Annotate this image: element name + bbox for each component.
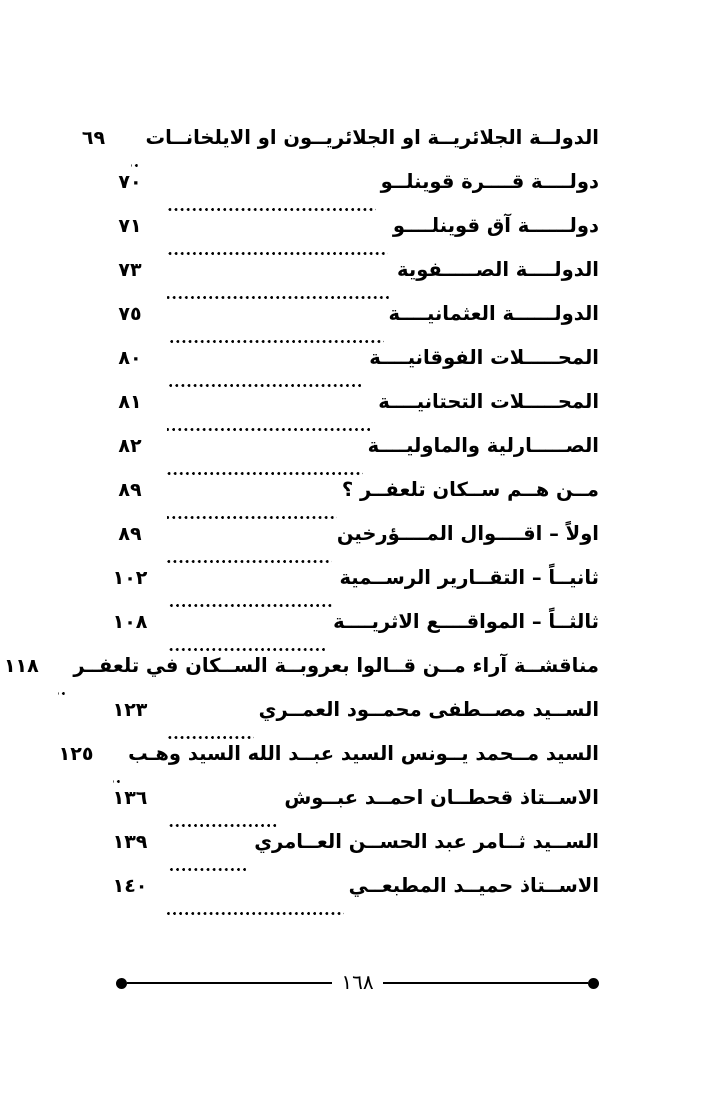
- toc-entry-row[interactable]: [100, 348, 600, 392]
- toc-entry-page-number: ١٣٩: [113, 831, 149, 853]
- table-of-contents: [4, 126, 600, 920]
- page-footer: [117, 968, 600, 998]
- toc-entry-title: الدولــــــة العثمانيــــة: [389, 302, 600, 325]
- toc-entry-row[interactable]: [100, 304, 600, 348]
- toc-entry-row[interactable]: [100, 788, 600, 832]
- toc-entry-page-number: ٧٣: [119, 259, 143, 281]
- toc-entry-title: الصـــــارلية والماوليــــة: [368, 434, 600, 457]
- toc-entry-page-number: ٧٠: [119, 171, 143, 193]
- toc-entry-title: ثالثــاً – المواقــــع الاثريــــة: [334, 610, 600, 633]
- toc-entry-page-number: ٨٠: [119, 347, 143, 369]
- toc-entry-row[interactable]: [100, 876, 600, 920]
- toc-entry-page-number: ١٠٢: [113, 567, 149, 589]
- toc-entry-page-number: ١٣٦: [113, 787, 149, 809]
- toc-entry-title: المحـــــلات التحتانيــــة: [379, 390, 600, 413]
- toc-entry-title: ثانيــاً – التقــارير الرســمية: [340, 566, 600, 589]
- toc-dot-leader: [114, 772, 124, 788]
- toc-dot-leader: [168, 552, 333, 568]
- toc-entry-title: المحـــــلات الفوقانيــــة: [370, 346, 600, 369]
- toc-entry-title: الســيد ثــامر عبد الحســن العــامري: [255, 830, 600, 853]
- toc-entry-title: اولاً – اقــــوال المــــؤرخين: [337, 522, 600, 545]
- toc-dot-leader: [168, 200, 377, 216]
- toc-entry-row[interactable]: [100, 436, 600, 480]
- toc-dot-leader: [168, 640, 329, 656]
- toc-dot-leader: [132, 156, 142, 172]
- toc-entry-title: السيد مــحمد يــونس السيد عبــد الله السيد وهـب: [129, 742, 600, 765]
- toc-dot-leader: [168, 860, 250, 876]
- toc-entry-row[interactable]: [82, 126, 600, 172]
- toc-entry-row[interactable]: [4, 654, 600, 700]
- footer-rule-right-segment: [128, 982, 333, 984]
- toc-entry-title: الدولــــة الصـــــفوية: [398, 258, 600, 281]
- toc-dot-leader: [168, 332, 385, 348]
- toc-entry-title: الاســتاذ قحطــان احمــد عبــوش: [285, 786, 600, 809]
- toc-entry-title: دولــــة قــــرة قوينلــو: [381, 170, 600, 193]
- toc-entry-row[interactable]: [100, 832, 600, 876]
- toc-dot-leader: [168, 288, 393, 304]
- toc-entry-page-number: ٦٩: [82, 127, 107, 149]
- toc-entry-row[interactable]: [100, 260, 600, 304]
- toc-entry-page-number: ٨٢: [119, 435, 143, 457]
- toc-entry-title: الدولــة الجلائريــة او الجلائريــون او الايلخانــات: [146, 126, 600, 149]
- toc-entry-row[interactable]: [100, 568, 600, 612]
- footer-page-number: ١٦٨: [342, 970, 375, 994]
- toc-entry-page-number: ٨١: [119, 391, 143, 413]
- toc-dot-leader: [168, 596, 335, 612]
- toc-entry-row[interactable]: [100, 480, 600, 524]
- footer-rule-left-segment: [384, 982, 589, 984]
- toc-dot-leader: [168, 244, 389, 260]
- toc-entry-page-number: ٨٩: [119, 479, 143, 501]
- toc-dot-leader: [168, 420, 374, 436]
- toc-dot-leader: [168, 816, 280, 832]
- toc-dot-leader: [168, 508, 338, 524]
- toc-entry-row[interactable]: [100, 612, 600, 656]
- toc-entry-page-number: ٧١: [119, 215, 143, 237]
- toc-dot-leader: [168, 464, 364, 480]
- toc-entry-page-number: ٨٩: [119, 523, 143, 545]
- toc-entry-title: الاســتاذ حميــد المطبعــي: [349, 874, 600, 897]
- toc-entry-page-number: ١٤٠: [113, 875, 149, 897]
- toc-entry-title: دولــــــة آق قوينلــــو: [393, 214, 600, 237]
- toc-entry-title: مناقشــة آراء مــن قــالوا بعروبــة الســكان في تلعفــر: [74, 654, 600, 677]
- toc-dot-leader: [168, 904, 345, 920]
- toc-entry-row[interactable]: [100, 172, 600, 216]
- footer-rule-start-dot-icon: [117, 978, 128, 989]
- toc-entry-page-number: ١٢٥: [59, 743, 95, 765]
- toc-dot-leader: [168, 376, 365, 392]
- toc-entry-page-number: ١٠٨: [113, 611, 149, 633]
- toc-dot-leader: [168, 728, 255, 744]
- toc-entry-page-number: ١٢٣: [113, 699, 149, 721]
- toc-entry-title: الســيد مصــطفى محمــود العمــري: [259, 698, 600, 721]
- toc-entry-row[interactable]: [100, 392, 600, 436]
- toc-entry-row[interactable]: [59, 742, 600, 788]
- toc-entry-row[interactable]: [100, 524, 600, 568]
- toc-entry-page-number: ٧٥: [119, 303, 143, 325]
- footer-rule-end-dot-icon: [589, 978, 600, 989]
- toc-entry-row[interactable]: [100, 700, 600, 744]
- toc-entry-title: مــن هــم ســكان تلعفــر ؟: [342, 478, 600, 501]
- toc-entry-page-number: ١١٨: [4, 655, 40, 677]
- toc-dot-leader: [59, 684, 69, 700]
- toc-entry-row[interactable]: [100, 216, 600, 260]
